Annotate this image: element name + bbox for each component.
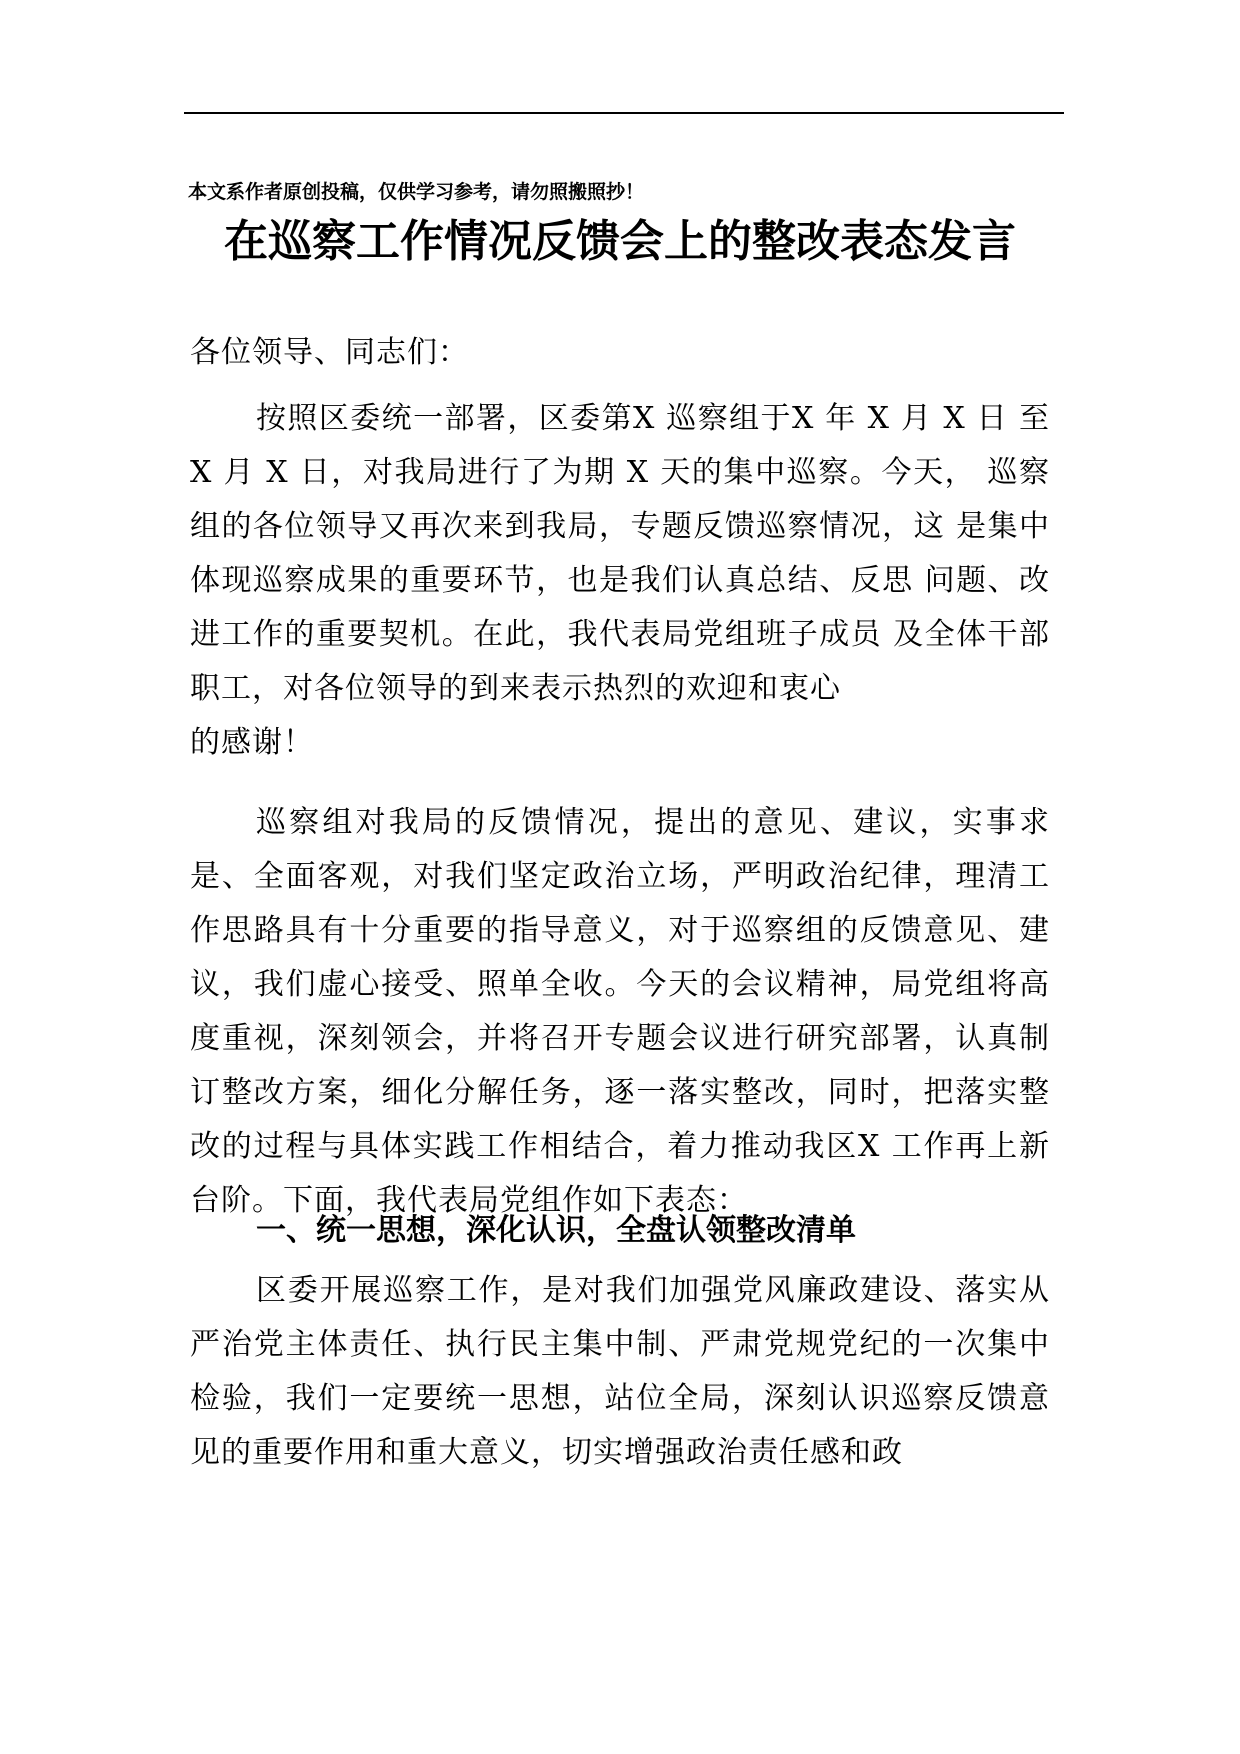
paragraph-2-block [190,796,1050,1228]
paragraph-3-block [190,1264,1050,1480]
document-title: 在巡察工作情况反馈会上的整改表态发言 [224,216,1016,267]
paragraph-1: 按照区委统一部署，区委第X 巡察组于X 年 X 月 X 日 至 X 月 X 日，对我局进行了为期 X 天的集中巡察。今天， 巡察组的各位领导又再次来到我局，专题反馈巡察情况，这 是集中体现巡察成果的重要环节，也是我们认真总结、反思 问题、改进工作的重要契机。在此，我代表局党组班子成员 及全体干部职工，对各位领导的到来表示热烈的欢迎和衷心 [190,401,1050,706]
greeting: 各位领导、同志们： [190,335,469,370]
paragraph-1-block [190,392,1050,770]
paragraph-3: 区委开展巡察工作，是对我们加强党风廉政建设、落实从严治党主体责任、执行民主集中制、严肃党规党纪的一次集中检验，我们一定要统一思想，站位全局，深刻认识巡察反馈意见的重要作用和重大意义，切实增强政治责任感和政 [190,1273,1050,1470]
paragraph-2: 巡察组对我局的反馈情况，提出的意见、建议，实事求是、全面客观，对我们坚定政治立场，严明政治纪律，理清工作思路具有十分重要的指导意义，对于巡察组的反馈意见、建议，我们虚心接受、照单全收。今天的会议精神，局党组将高度重视，深刻领会，并将召开专题会议进行研究部署，认真制订整改方案，细化分解任务，逐一落实整改，同时，把落实整改的过程与具体实践工作相结合，着力推动我区X 工作再上新台阶。下面，我代表局党组作如下表态： [190,805,1050,1218]
copyright-notice: 本文系作者原创投稿，仅供学习参考，请勿照搬照抄！ [188,181,645,203]
paragraph-1-end: 的感谢！ [190,725,314,760]
header-rule [184,112,1064,114]
section-heading-1: 一、统一思想，深化认识，全盘认领整改清单 [256,1213,856,1248]
